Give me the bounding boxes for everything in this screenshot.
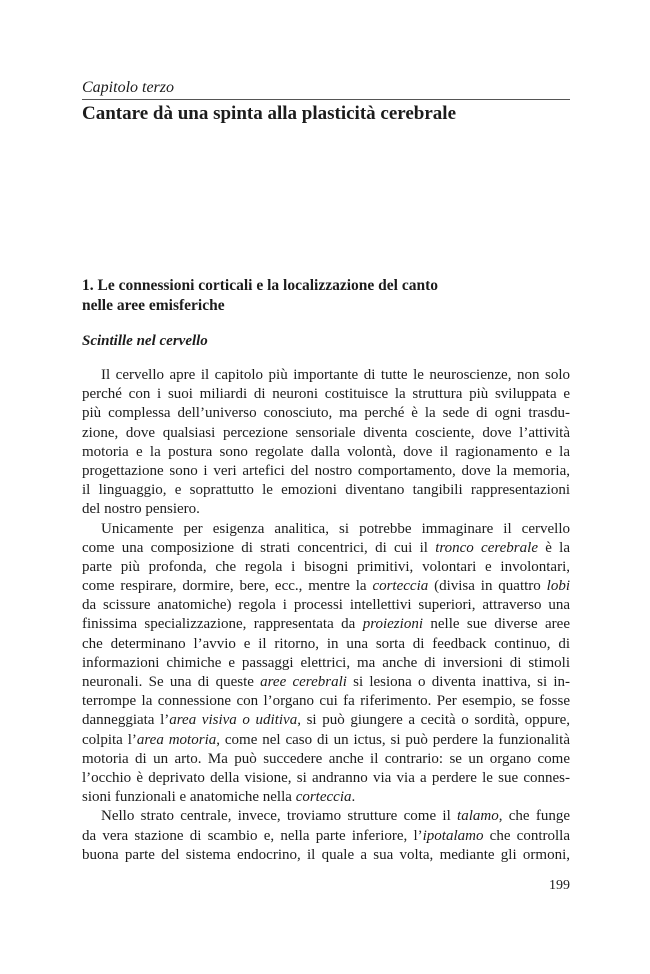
text-line — [82, 404, 570, 423]
text-segment: neuronali. Se una di queste — [82, 674, 261, 690]
emphasized-term: area motoria — [136, 731, 217, 748]
text-line — [82, 827, 570, 846]
emphasized-term: talamo — [457, 808, 499, 825]
text-line — [82, 615, 570, 634]
section-heading-line: nelle aree emisferiche — [82, 297, 225, 314]
text-line — [82, 462, 570, 481]
text-line — [82, 385, 570, 404]
text-segment: parte più profonda, che regola i bisogni primitivi, volontari e involontari, — [82, 558, 570, 575]
text-segment: terrompe la connessione con l’organo cui fa riferimento. Per esempio, se fosse — [82, 693, 570, 710]
text-line — [82, 654, 570, 673]
text-line — [82, 769, 570, 788]
text-line — [82, 424, 570, 443]
text-segment: , si può giungere a cecità o sordità, oppure, — [297, 712, 570, 729]
text-segment: che controlla — [483, 827, 570, 844]
text-line — [82, 366, 570, 385]
text-line — [82, 481, 570, 500]
text-line — [82, 539, 570, 558]
text-line — [82, 788, 570, 807]
text-line — [82, 500, 570, 519]
emphasized-term: tronco cerebrale — [435, 539, 538, 556]
text-segment: (divisa in quattro — [428, 578, 547, 595]
text-segment: zione, dove qualsiasi percezione sensoriale diventa cosciente, dove l’attività — [82, 424, 570, 441]
emphasized-term: aree cerebrali — [260, 674, 347, 690]
text-segment: , come nel caso di un ictus, si può perdere la funzionalità — [216, 731, 571, 748]
text-line — [82, 750, 570, 769]
subsection-heading: Scintille nel cervello — [82, 333, 208, 349]
text-line — [82, 731, 570, 750]
text-segment: il linguaggio, e soprattutto le emozioni diventano tangibili rappresentazioni — [82, 482, 570, 499]
body-text — [82, 366, 570, 865]
text-segment: finissima specializzazione, rappresentata da — [82, 616, 363, 633]
text-segment: che determinano l’avvio e il ritorno, in una sorta di feedback continuo, di — [82, 635, 570, 652]
text-segment: sioni funzionali e anatomiche nella — [82, 789, 296, 806]
emphasized-term: area visiva o uditiva — [169, 712, 298, 729]
text-segment: informazioni chimiche e passaggi elettrici, ma anche di inversioni di stimoli — [82, 654, 570, 671]
text-line — [82, 692, 570, 711]
text-segment: si lesiona o diventa inattiva, si in- — [346, 674, 571, 690]
text-line — [82, 596, 570, 615]
text-segment: buona parte del sistema endocrino, il quale a sua volta, mediante gli ormoni, — [82, 846, 570, 863]
text-segment: da vera stazione di scambio e, nella parte inferiore, l’ — [82, 827, 423, 844]
emphasized-term: lobi — [546, 578, 571, 595]
emphasized-term: corteccia — [295, 789, 352, 806]
chapter-title: Cantare dà una spinta alla plasticità cerebrale — [82, 103, 457, 124]
emphasized-term: ipotalamo — [422, 827, 484, 844]
text-segment: più complessa dell’universo conosciuto, ma perché è la sede di ogni trasdu- — [82, 405, 570, 422]
text-line — [82, 558, 570, 577]
text-segment: danneggiata l’ — [82, 712, 170, 729]
text-line — [82, 635, 570, 654]
text-line — [82, 673, 570, 692]
text-segment: come respirare, dormire, bere, ecc., mentre la — [82, 578, 373, 595]
text-segment: l’occhio è deprivato della visione, si andranno via via a perdere le sue connes- — [82, 769, 570, 786]
text-segment: , che funge — [498, 808, 570, 825]
text-segment: è la — [537, 539, 570, 556]
text-segment: progettazione sono i veri artefici del nostro comportamento, dove la memoria, — [82, 462, 570, 479]
section-heading-line: 1. Le connessioni corticali e la localizzazione del canto — [82, 277, 439, 294]
text-line — [82, 577, 570, 596]
text-segment: Il cervello apre il capitolo più importante di tutte le neuroscienze, non solo — [101, 367, 570, 383]
text-line — [82, 711, 570, 730]
text-segment: nelle sue diverse aree — [422, 616, 570, 633]
text-line — [82, 443, 570, 462]
text-segment: motoria e la postura sono regolate dalla volontà, dove il ragionamento e la — [82, 443, 570, 460]
text-segment: del nostro pensiero. — [82, 501, 200, 518]
text-segment: colpita l’ — [82, 731, 137, 748]
text-segment: Unicamente per esigenza analitica, si potrebbe immaginare il cervello — [101, 520, 570, 537]
chapter-label: Capitolo terzo — [82, 79, 175, 96]
text-line — [82, 807, 570, 826]
text-segment: da scissure anatomiche) regola i processi intellettivi superiori, attraverso una — [82, 597, 570, 614]
section-heading — [82, 276, 570, 316]
text-segment: . — [351, 789, 356, 806]
chapter-divider — [82, 99, 570, 100]
text-segment: perché con i suoi miliardi di neuroni costituisce la struttura più sviluppata e — [82, 386, 570, 403]
text-segment: come una composizione di strati concentrici, di cui il — [82, 539, 436, 556]
page-number: 199 — [549, 878, 570, 893]
text-segment: motoria di un arto. Ma può succedere anche il contrario: se un organo come — [82, 750, 570, 767]
text-segment: Nello strato centrale, invece, troviamo strutture come il — [101, 808, 458, 825]
emphasized-term: corteccia — [372, 578, 429, 595]
text-line — [82, 846, 570, 865]
emphasized-term: proiezioni — [362, 616, 423, 633]
text-line — [82, 520, 570, 539]
